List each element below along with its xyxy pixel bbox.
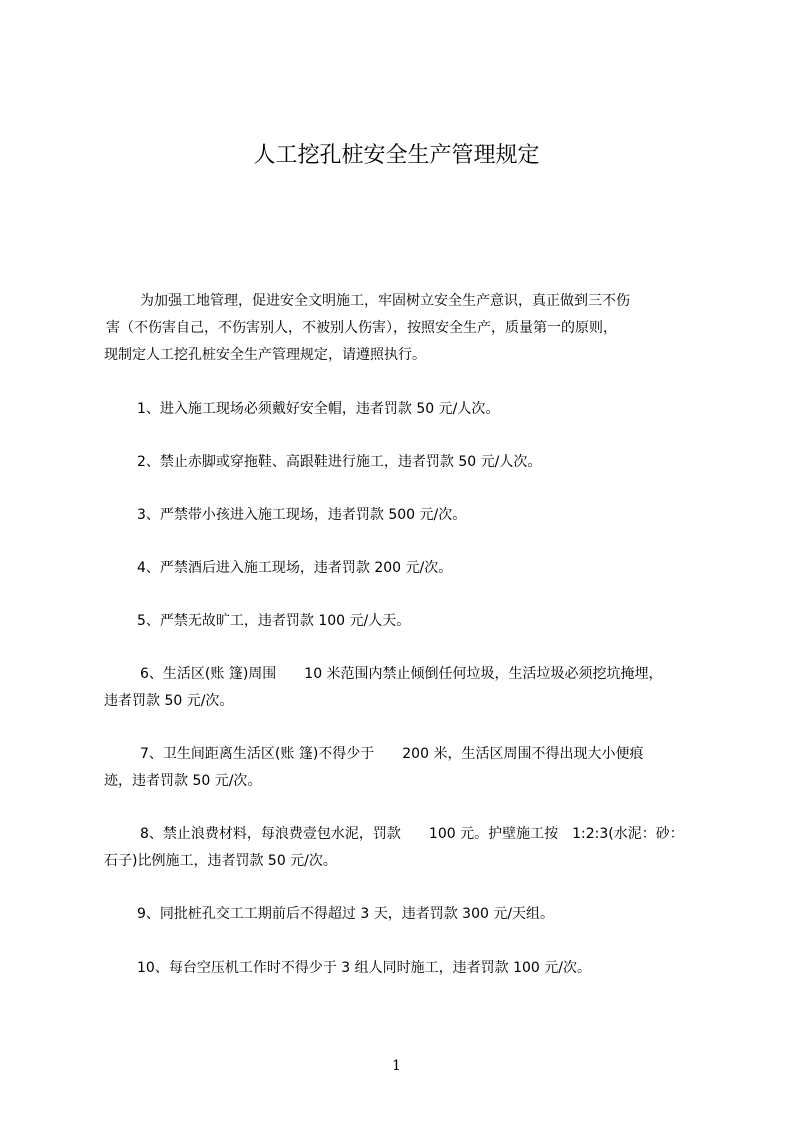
rule-item: 7、卫生间距离生活区(账 篷)不得少于 200 米，生活区周围不得出现大小便痕	[140, 746, 644, 762]
rule-item: 5、严禁无故旷工，违者罚款 100 元/人天。	[137, 613, 411, 629]
rule-item: 4、严禁酒后进入施工现场，违者罚款 200 元/次。	[137, 560, 453, 576]
intro-line: 为加强工地管理，促进安全文明施工，牢固树立安全生产意识，真正做到三不伤	[140, 293, 630, 309]
intro-line: 害（不伤害自己，不伤害别人，不被别人伤害），按照安全生产，质量第一的原则，	[106, 320, 617, 336]
rule-item-continuation: 石子)比例施工，违者罚款 50 元/次。	[104, 853, 337, 869]
intro-line: 现制定人工挖孔桩安全生产管理规定，请遵照执行。	[104, 347, 426, 363]
rule-item: 8、禁止浪费材料，每浪费壹包水泥，罚款 100 元。护壁施工按 1:2:3(水泥：砂：	[140, 826, 684, 842]
page-title: 人工挖孔桩安全生产管理规定	[253, 143, 540, 168]
page-number: 1	[392, 1058, 401, 1074]
rule-item: 1、进入施工现场必须戴好安全帽，违者罚款 50 元/人次。	[137, 401, 500, 417]
rule-item: 9、同批桩孔交工工期前后不得超过 3 天，违者罚款 300 元/天组。	[137, 906, 555, 922]
rule-item: 3、严禁带小孩进入施工现场，违者罚款 500 元/次。	[137, 507, 467, 523]
rule-item-continuation: 违者罚款 50 元/次。	[104, 693, 234, 709]
rule-item: 2、禁止赤脚或穿拖鞋、高跟鞋进行施工，违者罚款 50 元/人次。	[137, 454, 542, 470]
rule-item: 10、每台空压机工作时不得少于 3 组人同时施工，违者罚款 100 元/次。	[137, 960, 591, 976]
rule-item-continuation: 迹，违者罚款 50 元/次。	[104, 773, 262, 789]
rule-item: 6、生活区(账 篷)周围 10 米范围内禁止倾倒任何垃圾，生活垃圾必须挖坑掩埋，	[140, 666, 663, 682]
